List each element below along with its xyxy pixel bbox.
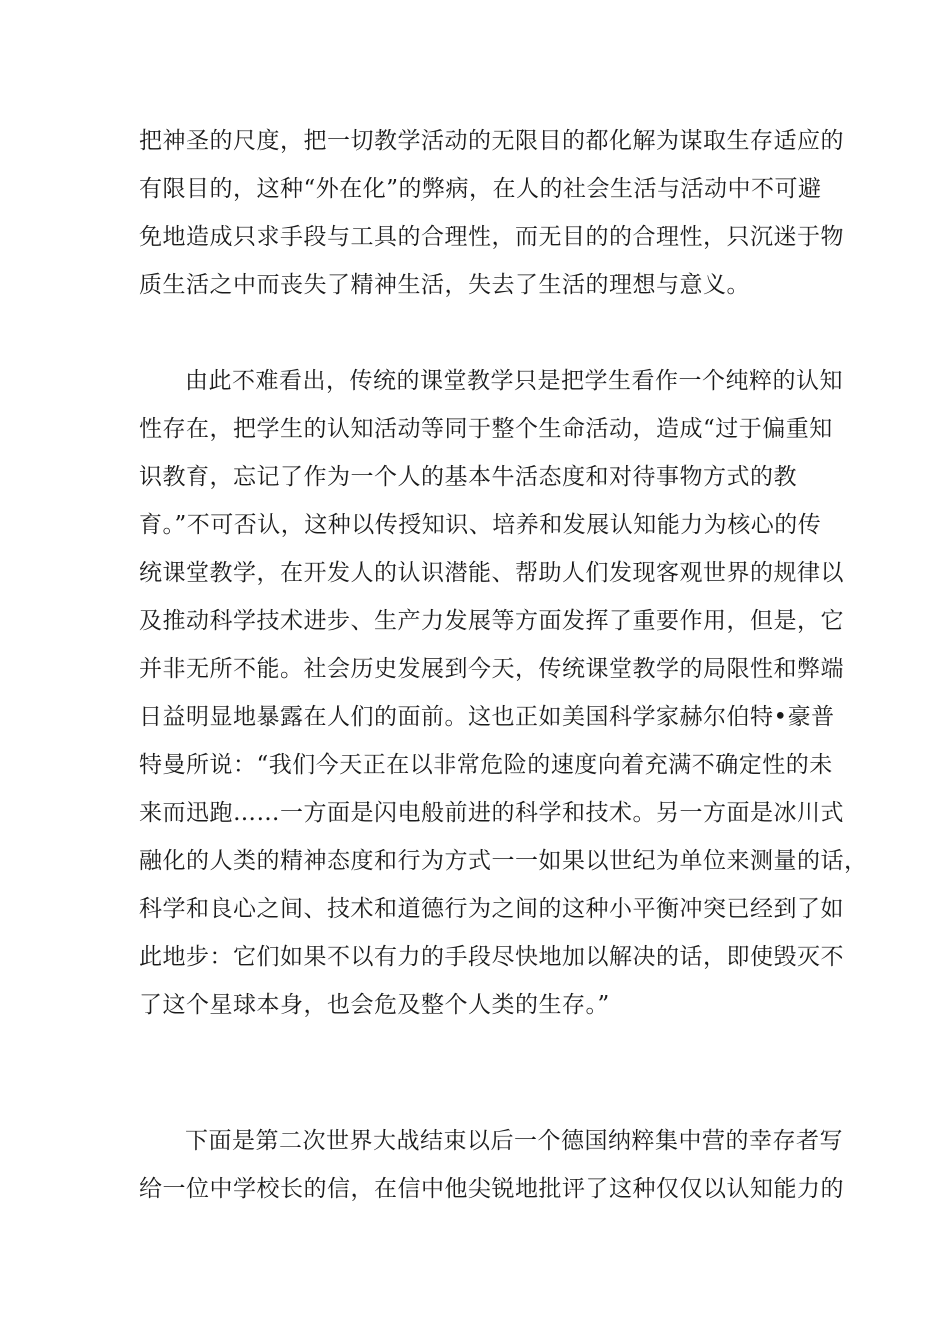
- paragraph-2-line-6: 及推动科学技术进步、生产力发展等方面发挥了重要作用，但是，它: [139, 608, 844, 634]
- paragraph-2-line-4: 育。”不可否认，这种以传授知识、培养和发展认知能力为核心的传: [139, 512, 822, 538]
- paragraph-2-line-13: 此地步：它们如果不以有力的手段尽快地加以解决的话，即使毁灭不: [139, 944, 844, 970]
- paragraph-2-line-5: 统课堂教学，在开发人的认识潜能、帮助人们发现客观世界的规律以: [139, 560, 844, 586]
- paragraph-2-line-1: 由此不难看出，传统的课堂教学只是把学生看作一个纯粹的认知: [185, 368, 843, 394]
- paragraph-2-line-11: 融化的人类的精神态度和行为方式一一如果以世纪为单位来测量的话，: [139, 848, 868, 874]
- paragraph-2-line-2: 性存在，把学生的认知活动等同于整个生命活动，造成“过于偏重知: [139, 416, 833, 442]
- paragraph-2-line-10: 来而迅跑……一方面是闪电般前进的科学和技术。另一方面是冰川式: [139, 800, 844, 826]
- paragraph-2-line-14: 了这个星球本身，也会危及整个人类的生存。”: [139, 992, 610, 1018]
- paragraph-1-line-4: 质生活之中而丧失了精神生活，失去了生活的理想与意义。: [139, 272, 750, 298]
- paragraph-1-line-3: 免地造成只求手段与工具的合理性，而无目的的合理性，只沉迷于物: [139, 224, 844, 250]
- paragraph-2-line-12: 科学和良心之间、技术和道德行为之间的这种小平衡冲突已经到了如: [139, 896, 844, 922]
- paragraph-1-line-1: 把神圣的尺度，把一切教学活动的无限目的都化解为谋取生存适应的: [139, 128, 844, 154]
- paragraph-2-line-7: 并非无所不能。社会历史发展到今天，传统课堂教学的局限性和弊端: [139, 656, 844, 682]
- paragraph-3-line-2: 给一位中学校长的信，在信中他尖锐地批评了这种仅仅以认知能力的: [139, 1176, 844, 1202]
- paragraph-2-line-9: 特曼所说：“我们今天正在以非常危险的速度向着充满不确定性的未: [139, 752, 833, 778]
- paragraph-2-line-8: 日益明显地暴露在人们的面前。这也正如美国科学家赫尔伯特•豪普: [139, 704, 835, 730]
- paragraph-3-line-1: 下面是第二次世界大战结束以后一个德国纳粹集中营的幸存者写: [185, 1128, 843, 1154]
- paragraph-1-line-2: 有限目的，这种“外在化”的弊病，在人的社会生活与活动中不可避: [139, 176, 822, 202]
- paragraph-2-line-3: 识教育，忘记了作为一个人的基本牛活态度和对待事物方式的教: [139, 464, 797, 490]
